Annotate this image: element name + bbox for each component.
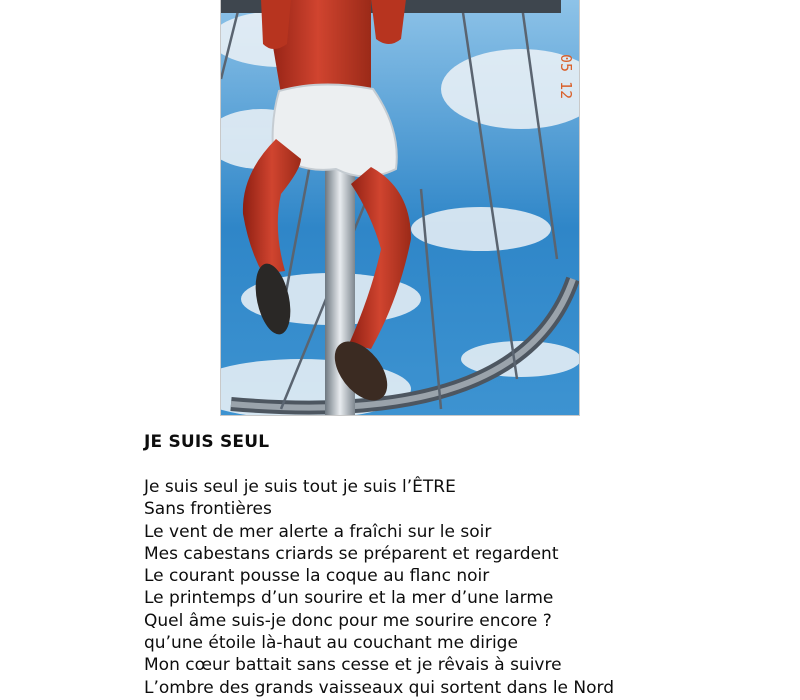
sailor-climbing-mast-image — [221, 0, 579, 415]
poem-title: JE SUIS SEUL — [144, 432, 270, 452]
photo-date-stamp: 05 12 — [557, 54, 575, 100]
poem-line: L’ombre des grands vaisseaux qui sortent dans le Nord — [144, 677, 615, 698]
poem — [144, 430, 764, 699]
poem-line: Le courant pousse la coque au flanc noir — [144, 566, 490, 587]
poem-line: qu’une étoile là-haut au couchant me dirige — [144, 633, 518, 654]
poem-line: Le vent de mer alerte a fraîchi sur le soir — [144, 521, 492, 542]
poem-line: Sans frontières — [144, 499, 272, 520]
poem-line: Mes cabestans criards se préparent et regardent — [144, 543, 559, 564]
poem-body — [144, 476, 764, 699]
poem-line: Mon cœur battait sans cesse et je rêvais à suivre — [144, 655, 562, 676]
poem-line: Le printemps d’un sourire et la mer d’une larme — [144, 588, 554, 609]
poem-line: Je suis seul je suis tout je suis l’ÊTRE — [144, 477, 456, 497]
sailor-photo — [220, 0, 580, 416]
poem-line: Quel âme suis-je donc pour me sourire encore ? — [144, 610, 552, 631]
